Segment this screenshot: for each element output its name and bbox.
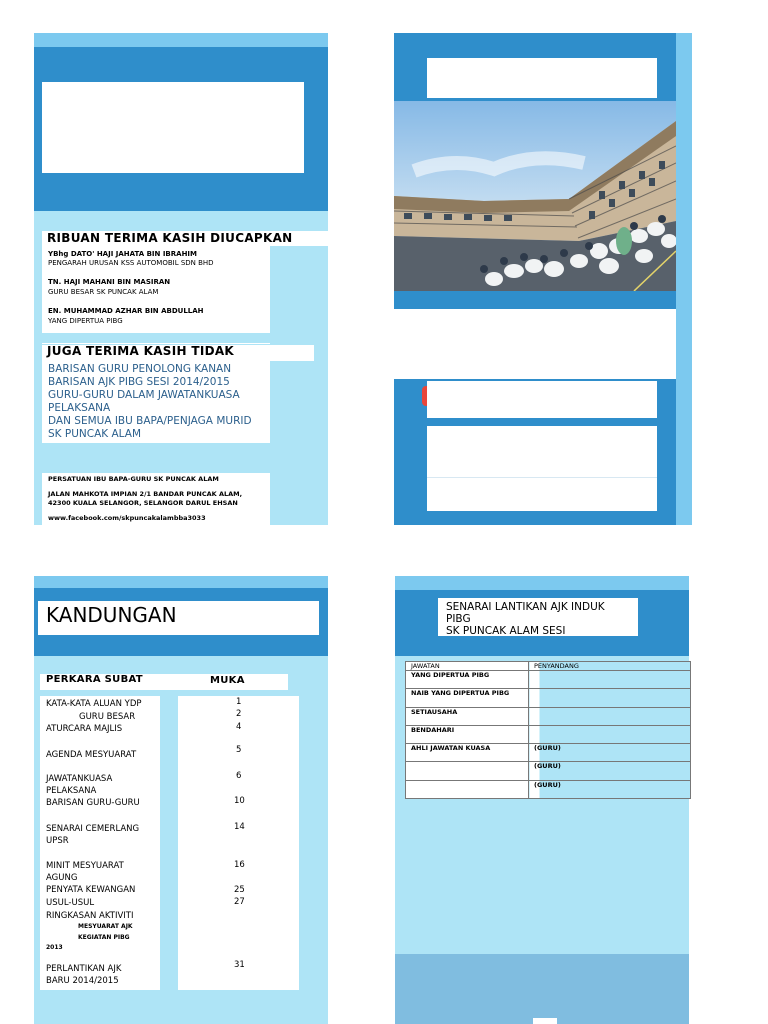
- table-row: [406, 744, 691, 762]
- contents-item: PERLANTIKAN AJK: [46, 964, 122, 974]
- table-cell-penyandang: [529, 725, 691, 743]
- table-cell-penyandang: (GURU): [529, 780, 691, 798]
- top-stripe: [395, 576, 689, 590]
- contents-page: 1: [236, 697, 242, 707]
- contents-item: BARISAN GURU-GURU: [46, 798, 140, 808]
- table-cell-jawatan: AHLI JAWATAN KUASA: [406, 744, 529, 762]
- table-cell-penyandang: (GURU): [529, 744, 691, 762]
- table-cell-jawatan: NAIB YANG DIPERTUA PIBG: [406, 689, 529, 707]
- contents-page: 25: [234, 885, 245, 895]
- contents-item: 2013: [46, 944, 63, 951]
- column-header-page: MUKA: [210, 675, 245, 686]
- also-line: SK PUNCAK ALAM: [48, 428, 142, 440]
- contents-page: 6: [236, 771, 242, 781]
- contents-item: JAWATANKUASA: [46, 774, 113, 784]
- person-role: YANG DIPERTUA PIBG: [48, 317, 123, 325]
- school-photo: [394, 101, 676, 291]
- page-column: [178, 696, 299, 990]
- contents-item: BARU 2014/2015: [46, 976, 119, 986]
- also-line: BARISAN GURU PENOLONG KANAN: [48, 363, 232, 375]
- contents-page: 14: [234, 822, 245, 832]
- contents-page: 31: [234, 960, 245, 970]
- column-header-item: PERKARA SUBAT: [46, 675, 143, 685]
- contents-item: AGENDA MESYUARAT: [46, 750, 137, 760]
- table-cell-penyandang: (GURU): [529, 762, 691, 780]
- table-cell-penyandang: [529, 707, 691, 725]
- table-cell-penyandang: [529, 671, 691, 689]
- person-name: EN. MUHAMMAD AZHAR BIN ABDULLAH: [48, 307, 204, 315]
- table-row: [406, 780, 691, 798]
- also-line: BARISAN AJK PIBG SESI 2014/2015: [48, 376, 230, 388]
- table-cell-penyandang: [529, 689, 691, 707]
- contents-page: 2: [236, 709, 242, 719]
- org-address-line2: 42300 KUALA SELANGOR, SELANGOR DARUL EHSAN: [48, 499, 238, 507]
- table-row: [406, 689, 691, 707]
- contents-item: MINIT MESYUARAT: [46, 861, 124, 871]
- facebook-url: www.facebook.com/skpuncakalambba3033: [48, 514, 206, 522]
- table-cell-jawatan: BENDAHARI: [406, 725, 529, 743]
- top-stripe: [34, 33, 328, 47]
- committee-title-line3: SK PUNCAK ALAM SESI: [446, 625, 566, 636]
- contents-page: 4: [236, 722, 242, 732]
- table-header-row: [406, 662, 691, 671]
- body-gap-band: [42, 333, 270, 343]
- committee-table: [405, 661, 691, 799]
- committee-title-line2: PIBG: [446, 613, 471, 625]
- table-row: [406, 707, 691, 725]
- table-cell-jawatan: YANG DIPERTUA PIBG: [406, 671, 529, 689]
- address-gap: [42, 443, 270, 473]
- also-line: PELAKSANA: [48, 402, 111, 414]
- cover-white-box-1: [394, 309, 676, 379]
- contents-item: PENYATA KEWANGAN: [46, 885, 136, 895]
- contents-page: 16: [234, 860, 245, 870]
- committee-title-line1: SENARAI LANTIKAN AJK INDUK: [446, 601, 605, 613]
- contents-item: USUL-USUL: [46, 898, 95, 908]
- table-cell-jawatan: [406, 780, 529, 798]
- table-row: [406, 762, 691, 780]
- table-row: [406, 725, 691, 743]
- table-cell-jawatan: SETIAUSAHA: [406, 707, 529, 725]
- contents-item: RINGKASAN AKTIVITI: [46, 911, 134, 921]
- contents-item: PELAKSANA: [46, 786, 97, 796]
- contents-title: KANDUNGAN: [46, 603, 177, 627]
- cover-right-stripe: [676, 33, 692, 525]
- table-cell-jawatan: [406, 762, 529, 780]
- org-name: PERSATUAN IBU BAPA-GURU SK PUNCAK ALAM: [48, 475, 219, 483]
- person-role: PENGARAH URUSAN KSS AUTOMOBIL SDN BHD: [48, 259, 214, 267]
- thanks-title: RIBUAN TERIMA KASIH DIUCAPKAN: [47, 231, 293, 245]
- person-role: GURU BESAR SK PUNCAK ALAM: [48, 288, 159, 296]
- contents-page: 5: [236, 745, 242, 755]
- table-header-penyandang: PENYANDANG: [529, 662, 691, 671]
- person-name: TN. HAJI MAHANI BIN MASIRAN: [48, 278, 171, 286]
- contents-item: SENARAI CEMERLANG: [46, 824, 140, 834]
- also-line: GURU-GURU DALAM JAWATANKUASA: [48, 389, 240, 401]
- also-line: DAN SEMUA IBU BAPA/PENJAGA MURID: [48, 415, 252, 427]
- table-row: [406, 671, 691, 689]
- contents-item: AGUNG: [46, 873, 78, 883]
- contents-item: KATA-KATA ALUAN YDP: [46, 699, 142, 709]
- footer-white-mark: [533, 1018, 557, 1024]
- table-header-jawatan: JAWATAN: [406, 662, 529, 671]
- org-address-line1: JALAN MAHKOTA IMPIAN 2/1 BANDAR PUNCAK ALAM,: [48, 490, 243, 498]
- cover-white-box-2: [427, 381, 657, 418]
- footer-band: [395, 954, 689, 1024]
- contents-item: UPSR: [46, 836, 69, 846]
- cover-title-box: [427, 58, 657, 98]
- person-name: YBhg DATO' HAJI JAHATA BIN IBRAHIM: [48, 250, 197, 258]
- cover-box-divider: [427, 477, 657, 478]
- committee-title: [446, 601, 636, 636]
- cover-white-box-3: [427, 426, 657, 511]
- top-stripe: [34, 576, 328, 588]
- header-blank-box: [42, 82, 304, 173]
- page-cover: [394, 33, 692, 525]
- contents-page: 27: [234, 897, 245, 907]
- contents-page: 10: [234, 796, 245, 806]
- contents-item: GURU BESAR: [79, 712, 136, 722]
- page-committee: [395, 576, 689, 1024]
- contents-item: MESYUARAT AJK: [78, 923, 133, 930]
- also-thanks-title: JUGA TERIMA KASIH TIDAK: [47, 344, 235, 358]
- contents-item: KEGIATAN PIBG: [78, 934, 130, 941]
- contents-item: ATURCARA MAJLIS: [46, 724, 123, 734]
